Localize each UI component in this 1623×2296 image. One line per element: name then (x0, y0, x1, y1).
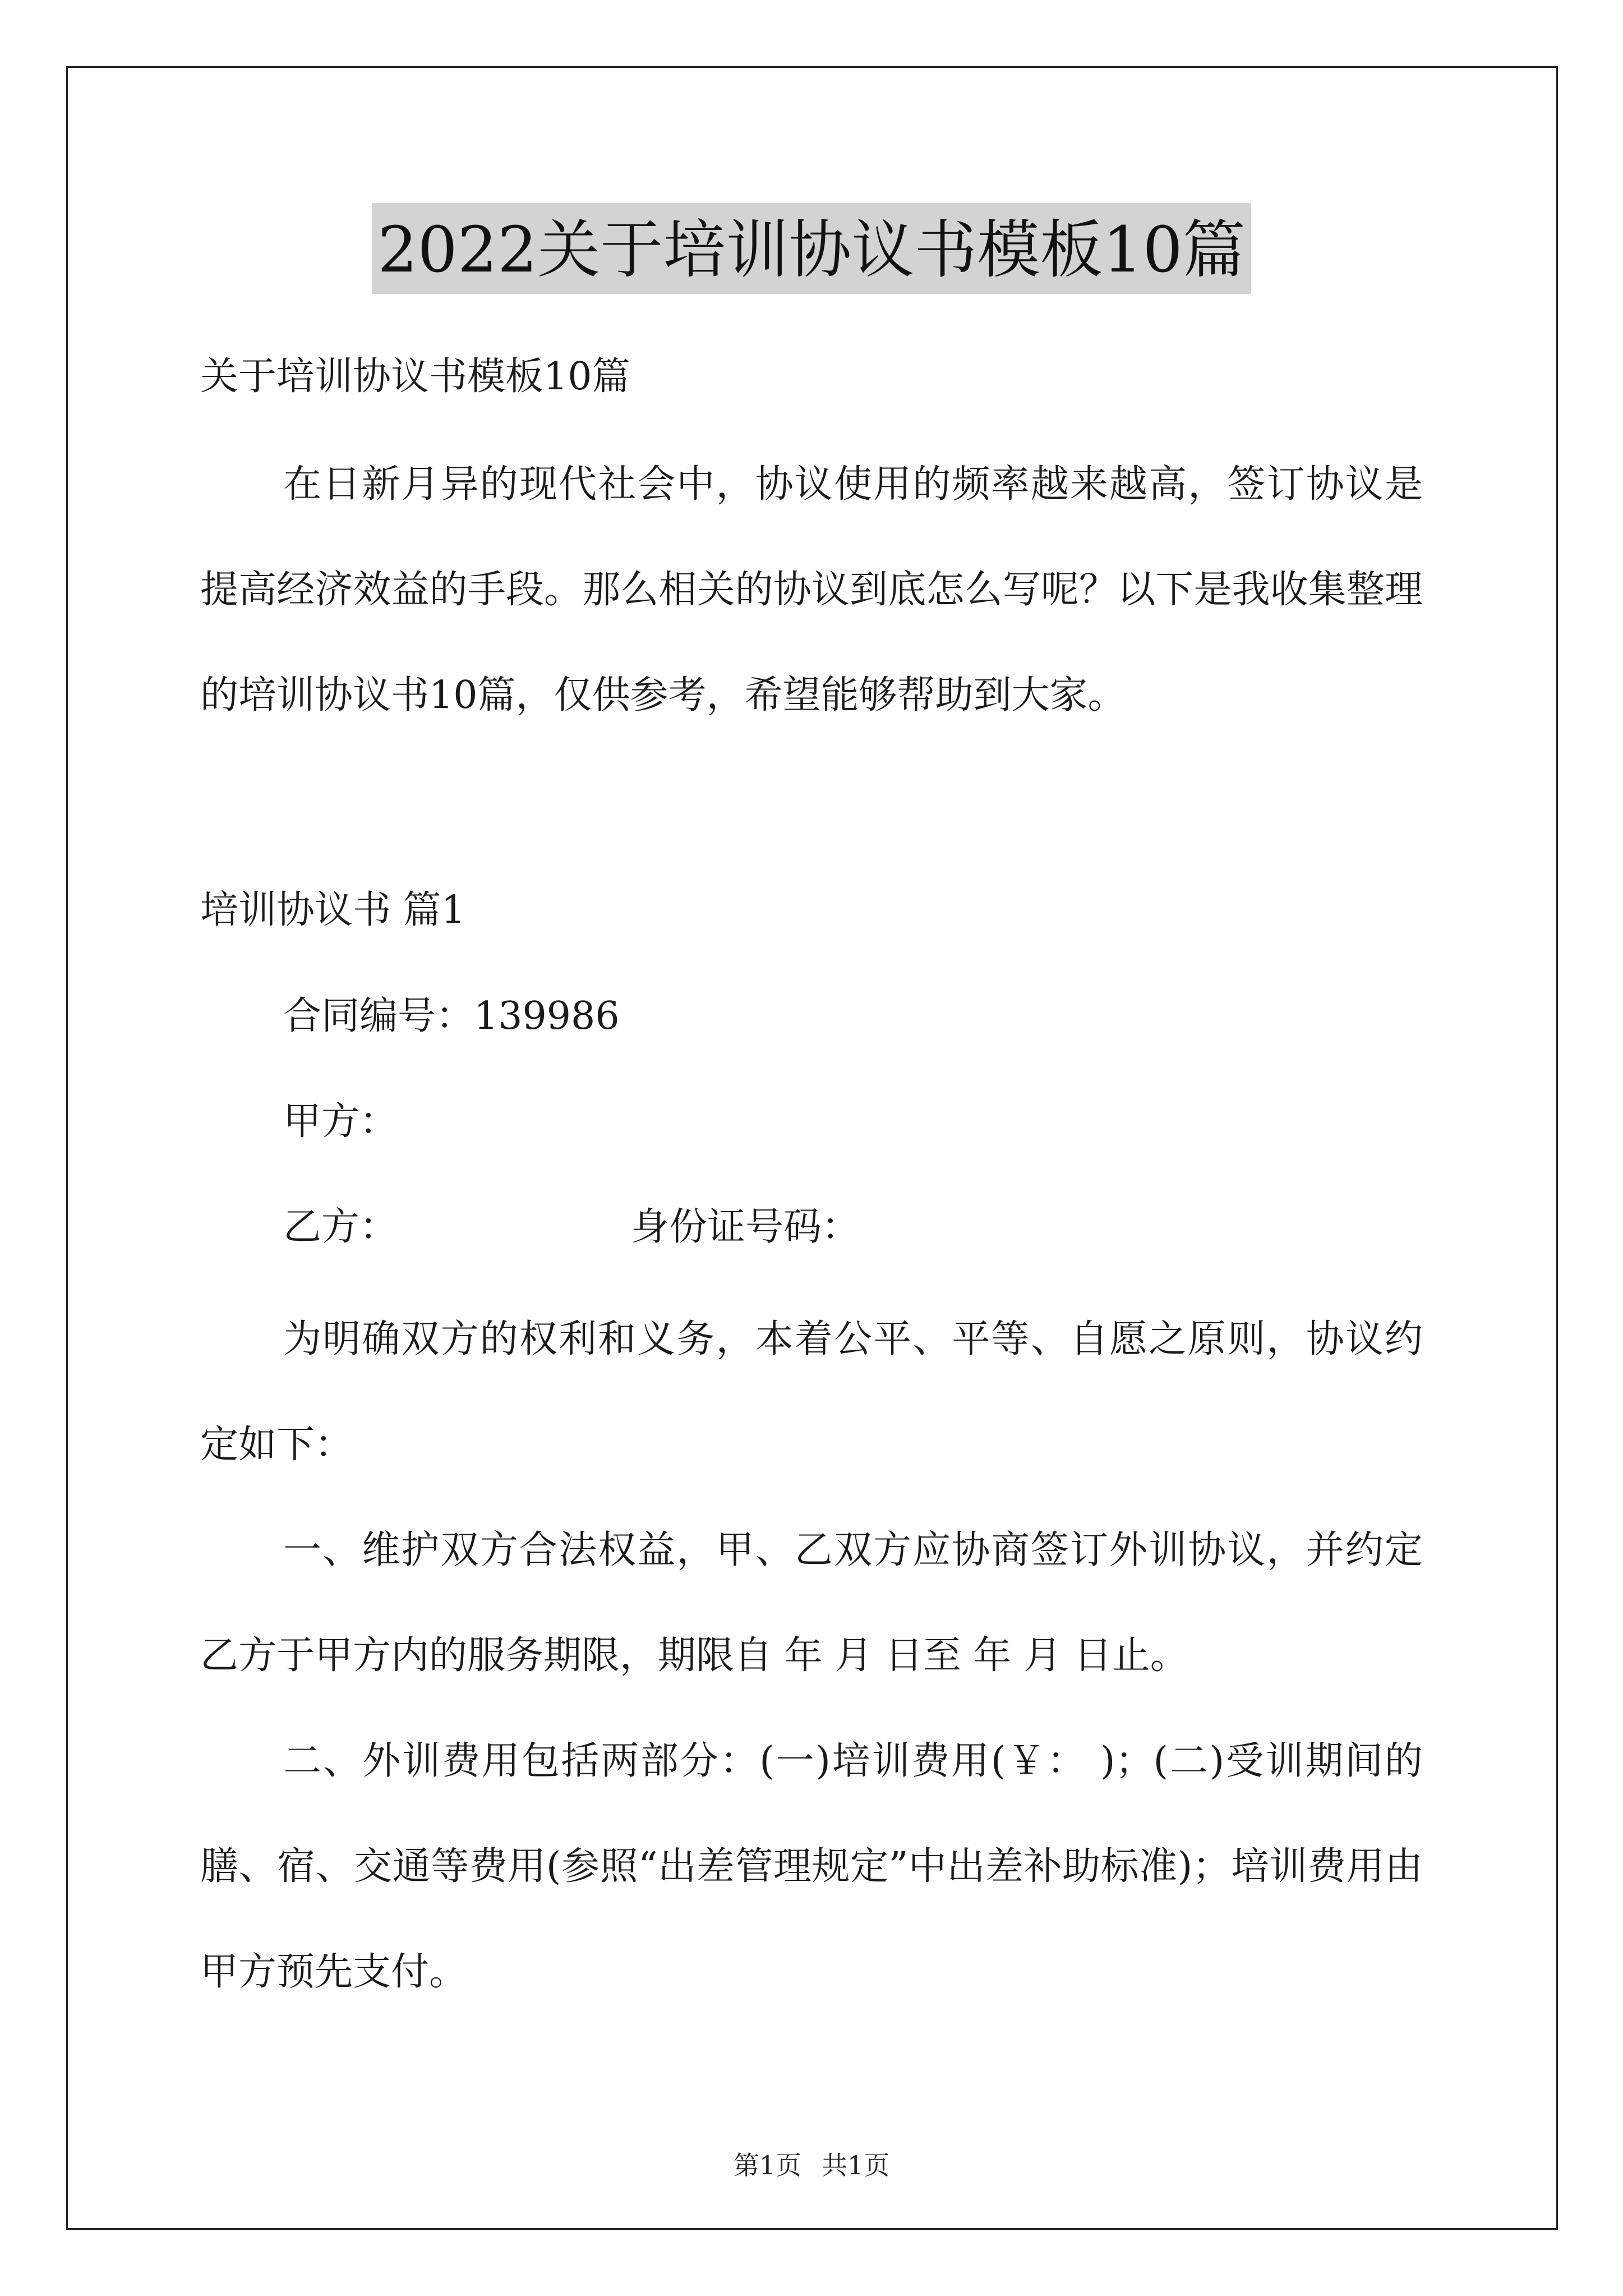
id-number-label: 身份证号码： (631, 1205, 860, 1249)
title-container (0, 203, 1623, 294)
contract-number: 合同编号：139986 (283, 994, 620, 1038)
page-footer (0, 2148, 1623, 2182)
party-b-label: 乙方： (283, 1205, 398, 1249)
document-title: 2022关于培训协议书模板10篇 (372, 203, 1251, 294)
party-a-label: 甲方： (283, 1099, 398, 1144)
intro-paragraph: 在日新月异的现代社会中，协议使用的频率越来越高，签订协议是提高经济效益的手段。那么相关的协议到底怎么写呢？以下是我收集整理的培训协议书10篇，仅供参考，希望能够帮助到大家。 (200, 462, 1423, 717)
page-total: 共1页 (822, 2150, 890, 2180)
clause-2-paragraph: 二、外训费用包括两部分：(一)培训费用(￥： )；(二)受训期间的膳、宿、交通等费用(参照“出差管理规定”中出差补助标准)；培训费用由甲方预先支付。 (200, 1739, 1423, 1994)
page-number: 第1页 (733, 2150, 801, 2180)
preamble-paragraph: 为明确双方的权利和义务，本着公平、平等、自愿之原则，协议约定如下： (200, 1317, 1423, 1467)
clause-1-paragraph: 一、维护双方合法权益，甲、乙双方应协商签订外训协议，并约定乙方于甲方内的服务期限，期限自 年 月 日至 年 月 日止。 (200, 1528, 1423, 1678)
section-heading: 培训协议书 篇1 (200, 888, 465, 932)
subtitle: 关于培训协议书模板10篇 (200, 355, 630, 399)
